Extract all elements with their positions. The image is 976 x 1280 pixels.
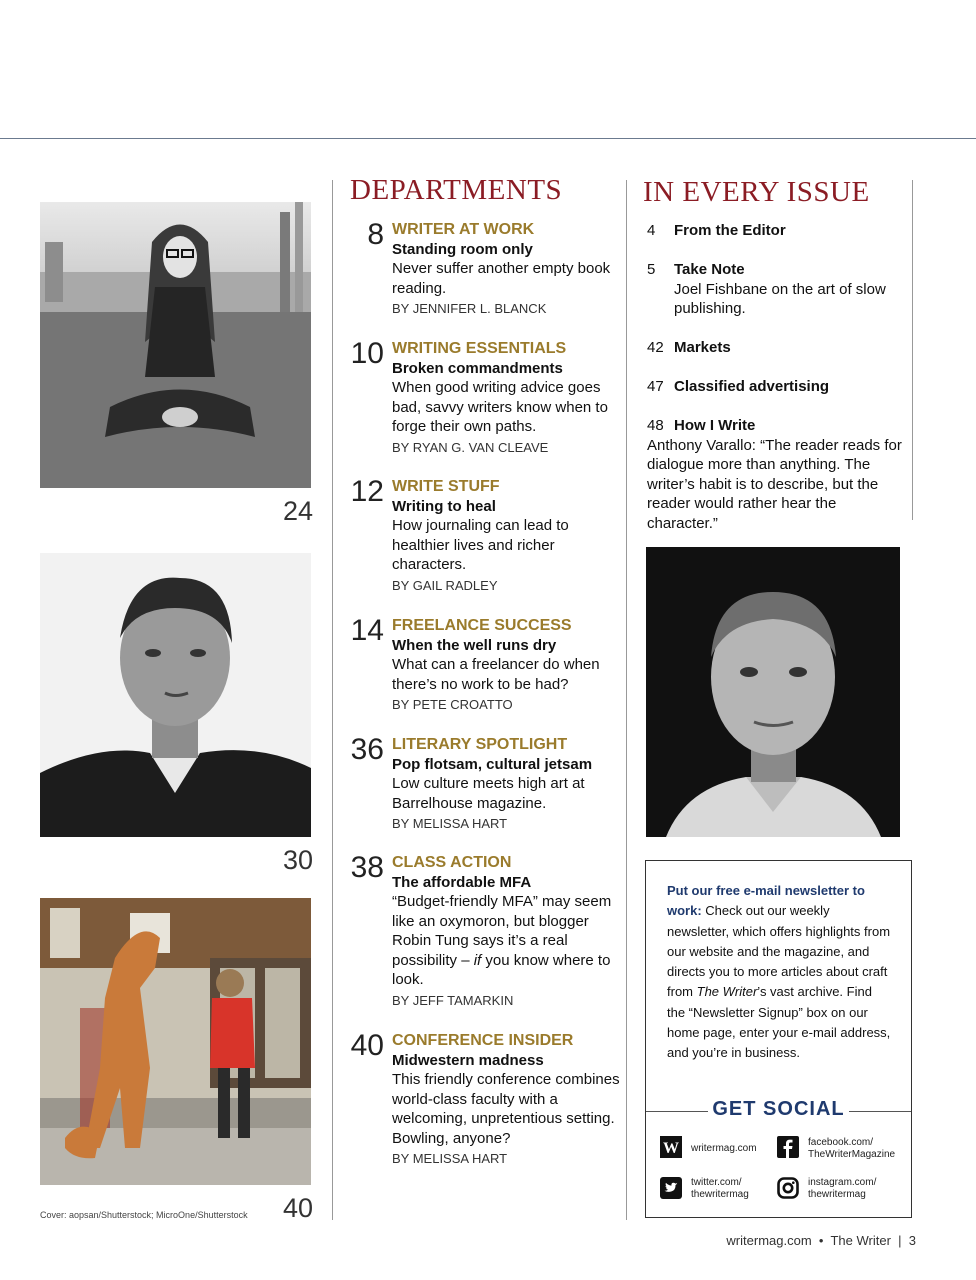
department-byline: BY MELISSA HART — [392, 1151, 508, 1166]
photo-woman-sitting — [40, 202, 311, 488]
newsletter-box — [645, 860, 912, 1218]
department-description: Never suffer another empty book reading. — [392, 260, 611, 297]
issue-item[interactable]: 48 How I Write Anthony Varallo: “The reader reads for dialogue more than anything. The writer’s habit is to describe, but the reader would rather hear the character.” — [647, 416, 907, 533]
facebook-link[interactable]: facebook.com/ TheWriterMagazine — [808, 1137, 896, 1160]
department-description: This friendly conference combines world-class faculty with a welcoming, unpretentious setting. Bowling, anyone? — [392, 1071, 620, 1147]
photo-anthony-varallo — [646, 547, 900, 837]
department-byline: BY JEFF TAMARKIN — [392, 992, 514, 1008]
department-byline: BY RYAN G. VAN CLEAVE — [392, 439, 549, 455]
department-title: Writing to heal — [392, 498, 496, 515]
issue-item[interactable]: 42 Markets — [647, 339, 731, 356]
department-description: “Budget-friendly MFA” may seem like an oxymoron, but blogger Robin Tung says it’s a real possibility – if you know where to look. — [392, 893, 612, 988]
department-page: 10 — [350, 337, 384, 370]
department-byline: BY PETE CROATTO — [392, 697, 513, 712]
get-social-heading-wrap — [646, 1098, 911, 1121]
department-byline: BY MELISSA HART — [392, 816, 508, 831]
department-category: CLASS ACTION — [392, 854, 512, 871]
department-title: When the well runs dry — [392, 637, 557, 654]
photo-page-number: 24 — [282, 496, 313, 526]
instagram-link[interactable]: instagram.com/ thewritermag — [808, 1177, 877, 1200]
department-title: Standing room only — [392, 241, 533, 258]
footer-separator: | — [898, 1233, 902, 1248]
footer-site[interactable]: writermag.com — [726, 1233, 812, 1248]
facebook-icon[interactable] — [777, 1136, 799, 1158]
photo-man-portrait — [40, 553, 311, 837]
department-byline: BY GAIL RADLEY — [392, 577, 498, 593]
department-description: What can a freelancer do when there’s no work to be had? — [392, 656, 600, 693]
department-page: 38 — [350, 851, 384, 884]
footer-bullet: • — [818, 1233, 824, 1248]
writermag-link[interactable]: writermag.com — [691, 1143, 757, 1154]
footer-magazine: The Writer — [830, 1233, 891, 1248]
department-description: Low culture meets high art at Barrelhouse magazine. — [392, 775, 585, 812]
writermag-logo-icon — [660, 1136, 682, 1158]
column-divider — [332, 180, 333, 1220]
department-category: CONFERENCE INSIDER — [392, 1032, 574, 1049]
issue-item-quote: Anthony Varallo: “The reader reads for dialogue more than anything. The writer’s habit is to describe, but the reader would rather hear the character.” — [647, 436, 902, 532]
departments-heading: DEPARTMENTS — [350, 174, 563, 206]
issue-item[interactable]: 4 From the Editor — [647, 222, 786, 239]
department-page: 14 — [350, 614, 384, 647]
department-title: Midwestern madness — [392, 1052, 544, 1069]
cover-credit: Cover: aopsan/Shutterstock; MicroOne/Shutterstock — [40, 1210, 248, 1220]
column-divider — [626, 180, 627, 1220]
top-rule — [0, 138, 976, 139]
issue-item[interactable]: 5 Take Note Joel Fishbane on the art of slow publishing. — [647, 260, 907, 319]
department-title: Pop flotsam, cultural jetsam — [392, 756, 593, 773]
photo-dinosaur-costume — [40, 898, 311, 1185]
column-divider — [912, 180, 913, 520]
footer-page-number: 3 — [908, 1233, 916, 1248]
department-page: 36 — [350, 733, 384, 766]
department-category: FREELANCE SUCCESS — [392, 617, 572, 634]
department-category: LITERARY SPOTLIGHT — [392, 736, 568, 753]
department-category: WRITE STUFF — [392, 478, 500, 495]
department-title: Broken commandments — [392, 360, 563, 377]
department-page: 40 — [350, 1029, 384, 1062]
issue-item-description: Joel Fishbane on the art of slow publishing. — [674, 280, 886, 317]
in-every-issue-heading: IN EVERY ISSUE — [643, 176, 870, 208]
department-page: 8 — [367, 218, 384, 251]
twitter-icon[interactable] — [660, 1177, 682, 1199]
issue-item[interactable]: 47 Classified advertising — [647, 378, 830, 395]
department-description: How journaling can lead to healthier lives and richer characters. — [392, 517, 569, 573]
department-title: The affordable MFA — [392, 874, 532, 891]
instagram-icon[interactable] — [777, 1177, 799, 1199]
department-byline: BY JENNIFER L. BLANCK — [392, 301, 547, 316]
department-description: When good writing advice goes bad, savvy writers know when to forge their own paths. — [392, 379, 608, 435]
photo-page-number: 30 — [282, 845, 313, 875]
department-category: WRITER AT WORK — [392, 221, 535, 238]
page-footer — [726, 1233, 916, 1248]
photo-page-number: 40 — [282, 1193, 313, 1223]
get-social-heading: GET SOCIAL — [708, 1098, 848, 1121]
department-page: 12 — [350, 475, 384, 508]
twitter-link[interactable]: twitter.com/ thewritermag — [691, 1177, 749, 1200]
department-category: WRITING ESSENTIALS — [392, 340, 567, 357]
newsletter-text: Put our free e-mail newsletter to work: Check out our weekly newsletter, which offers highlights from our website and the magazine, and directs you to more articles about craft from The Writer’s vast archive. Find the “Newsletter Signup” box on our home page, enter your e-mail address, and you’re in business. — [667, 883, 891, 1061]
svg-text:W: W — [663, 1140, 679, 1157]
